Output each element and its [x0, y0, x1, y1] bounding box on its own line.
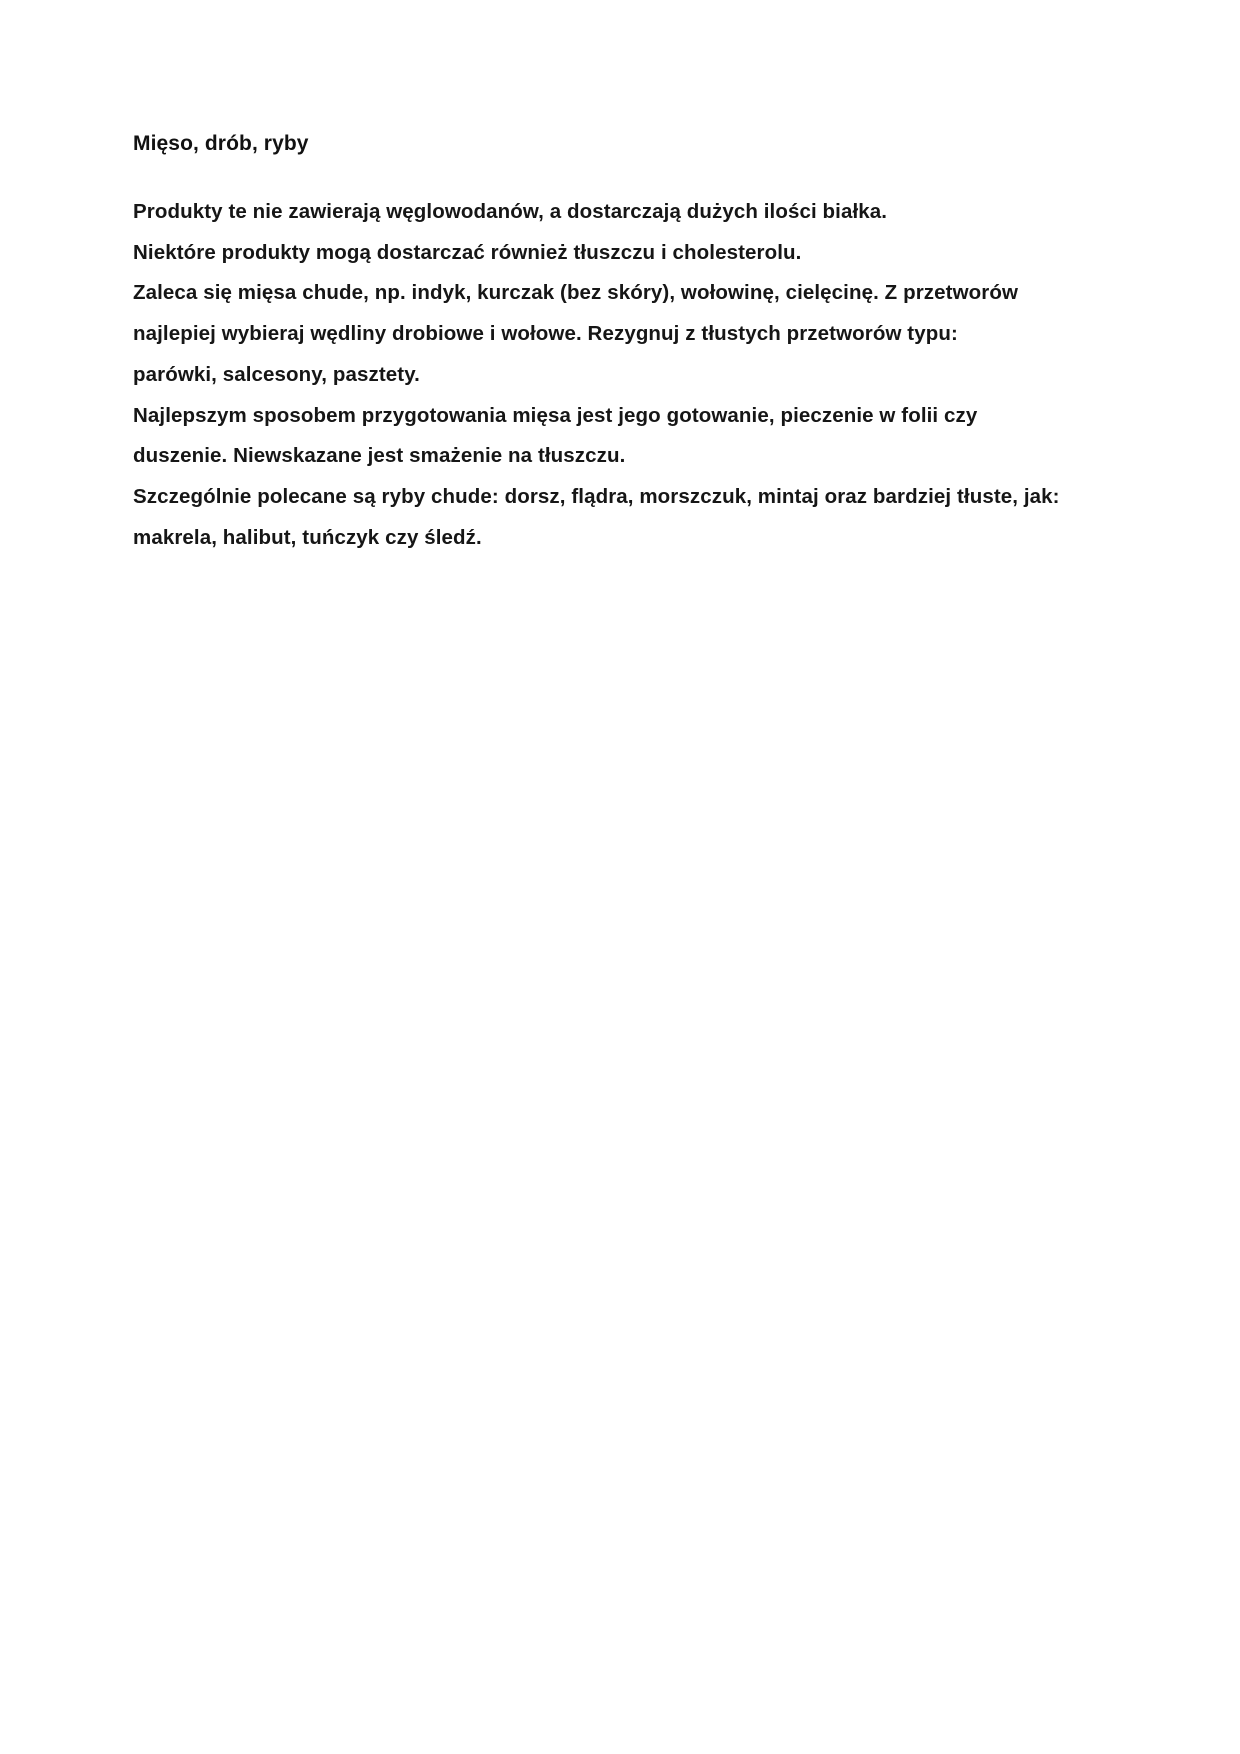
document-text-line: Produkty te nie zawierają węglowodanów, a dostarczają dużych ilości białka. — [133, 200, 888, 223]
document-text-line: duszenie. Niewskazane jest smażenie na tłuszczu. — [133, 444, 626, 468]
document-text-line: makrela, halibut, tuńczyk czy śledź. — [133, 525, 482, 549]
document-text-line: najlepiej wybieraj wędliny drobiowe i wołowe. Rezygnuj z tłustych przetworów typu: — [133, 322, 958, 346]
document-content — [133, 132, 1113, 558]
document-text-line: parówki, salcesony, pasztety. — [133, 362, 420, 386]
document-text-line: Zaleca się mięsa chude, np. indyk, kurczak (bez skóry), wołowinę, cielęcinę. Z przetworów — [133, 281, 1018, 305]
document-text-line: Niektóre produkty mogą dostarczać również tłuszczu i cholesterolu. — [133, 240, 802, 264]
document-title: Mięso, drób, ryby — [133, 132, 309, 155]
document-text-line: Najlepszym sposobem przygotowania mięsa jest jego gotowanie, pieczenie w folii czy — [133, 403, 978, 427]
document-text-line: Szczególnie polecane są ryby chude: dorsz, flądra, morszczuk, mintaj oraz bardziej tłuste, jak: — [133, 484, 1060, 508]
